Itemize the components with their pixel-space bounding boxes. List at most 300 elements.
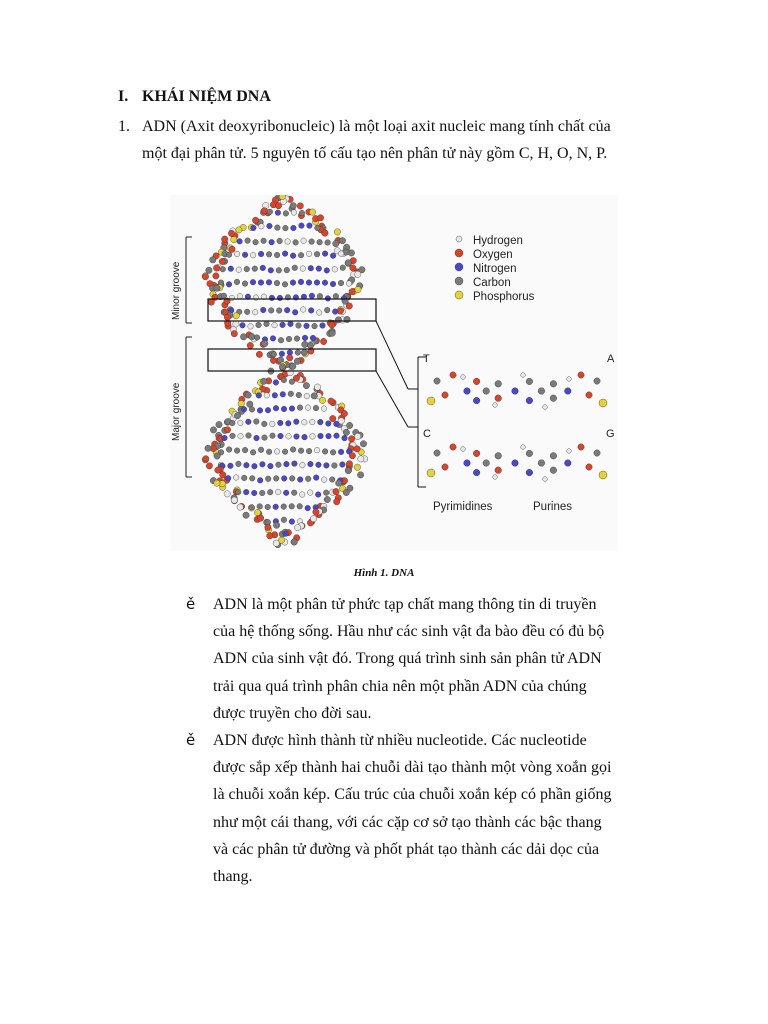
- pair-label-c: C: [423, 428, 431, 440]
- base-atom: [294, 336, 300, 342]
- minor-groove-bracket: [186, 237, 192, 323]
- backbone-atom: [238, 401, 244, 407]
- base-atom: [240, 323, 246, 329]
- molecule-atom: [538, 388, 545, 395]
- base-atom: [256, 322, 262, 328]
- hydrogen-atom: [461, 447, 466, 452]
- sugar-atom: [427, 397, 435, 405]
- base-atom: [244, 309, 250, 315]
- base-atom: [272, 322, 278, 328]
- base-atom: [220, 266, 226, 272]
- molecule-atom: [473, 378, 480, 385]
- base-atom: [284, 267, 290, 273]
- bullet-text: ADN là một phân tử phức tạp chất mang thông tin di truyền của hệ thống sống. Hầu như các sinh vật đa bào đều có đủ bộ ADN của sinh vật đó. Trong quá trình sinh sản phân tử ADN trải qua quá trình phân chia nên một phần ADN của chúng được truyền cho đời sau.: [213, 596, 605, 722]
- base-atom: [322, 280, 328, 286]
- base-atom: [234, 251, 240, 257]
- molecule-atom: [483, 388, 490, 395]
- backbone-atom: [216, 421, 222, 427]
- molecule-atom: [464, 460, 471, 467]
- backbone-atom: [291, 539, 297, 545]
- base-atom: [275, 489, 281, 495]
- base-atom: [242, 281, 248, 287]
- base-atom: [226, 282, 232, 288]
- backbone-atom: [350, 265, 356, 271]
- base-atom: [299, 210, 305, 216]
- base-atom: [302, 419, 308, 425]
- base-atom: [228, 463, 234, 469]
- legend-dot: [455, 263, 463, 271]
- backbone-atom: [354, 446, 360, 452]
- pair-label-g: G: [606, 428, 615, 440]
- base-atom: [324, 463, 330, 469]
- base-atom: [317, 293, 323, 299]
- base-atom: [264, 321, 270, 327]
- base-atom: [281, 517, 287, 523]
- backbone-atom: [240, 334, 246, 340]
- base-atom: [322, 449, 328, 455]
- base-atom: [269, 239, 275, 245]
- base-atom: [293, 240, 299, 246]
- base-atom: [309, 239, 315, 245]
- molecule-atom: [473, 469, 480, 476]
- base-atom: [300, 266, 306, 272]
- sugar-atom: [578, 372, 584, 378]
- base-atom: [241, 475, 247, 481]
- backbone-atom: [261, 208, 267, 214]
- base-atom: [249, 476, 255, 482]
- base-atom: [258, 280, 264, 286]
- molecule-atom: [526, 450, 533, 457]
- base-atom: [289, 406, 295, 412]
- base-atom: [260, 307, 266, 313]
- base-atom: [275, 210, 281, 216]
- base-atom: [305, 405, 311, 411]
- base-atom: [307, 490, 313, 496]
- base-atom: [324, 268, 330, 274]
- base-atom: [280, 392, 286, 398]
- legend-label-oxygen: Oxygen: [473, 249, 513, 261]
- sugar-atom: [599, 399, 607, 407]
- legend-dot: [456, 236, 462, 242]
- base-atom: [245, 238, 251, 244]
- base-atom: [330, 450, 336, 456]
- base-atom: [286, 421, 292, 427]
- base-atom: [340, 462, 346, 468]
- base-atom: [242, 252, 248, 258]
- base-atom: [296, 323, 302, 329]
- bullet-mark: ě: [186, 595, 196, 613]
- base-atom: [291, 210, 297, 216]
- base-atom: [267, 223, 273, 229]
- base-atom: [261, 238, 267, 244]
- backbone-atom: [333, 488, 339, 494]
- backbone-atom: [313, 509, 319, 515]
- base-atom: [238, 433, 244, 439]
- molecule-atom: [526, 469, 533, 476]
- molecule-atom: [495, 395, 502, 402]
- base-atom: [285, 239, 291, 245]
- backbone-atom: [294, 358, 300, 364]
- bullet-mark: ě: [186, 731, 196, 749]
- atom-legend: [455, 235, 535, 303]
- backbone-atom: [203, 456, 209, 462]
- base-atom: [310, 419, 316, 425]
- base-atom: [265, 504, 271, 510]
- base-atom: [330, 253, 336, 259]
- molecule-atom: [526, 397, 533, 404]
- backbone-atom: [343, 429, 349, 435]
- backbone-atom: [344, 316, 350, 322]
- backbone-atom: [231, 331, 237, 337]
- base-atom: [315, 492, 321, 498]
- base-atom: [300, 462, 306, 468]
- base-atom: [297, 405, 303, 411]
- backbone-atom: [279, 364, 285, 370]
- backbone-atom: [345, 260, 351, 266]
- molecule-atom: [495, 467, 502, 474]
- base-atom: [324, 307, 330, 313]
- base-atom: [252, 463, 258, 469]
- base-atom: [273, 504, 279, 510]
- base-atom: [314, 280, 320, 286]
- bullet-text: ADN được hình thành từ nhiều nucleotide. Các nucleotide được sắp xếp thành hai chuỗi dài tạo thành một vòng xoắn gọi là chuỗi xoắn kép. Cấu trúc của chuỗi xoắn kép có phần giống như một cái thang, với các cặp cơ sở tạo thành các bậc thang và các phân tử đường và phốt phát tạo thành các dải dọc của thang.: [213, 732, 612, 886]
- base-atom: [326, 433, 332, 439]
- base-atom: [304, 393, 310, 399]
- base-atom: [338, 280, 344, 286]
- base-atom: [321, 477, 327, 483]
- backbone-atom: [257, 515, 263, 521]
- base-atom: [246, 433, 252, 439]
- base-atom: [334, 421, 340, 427]
- base-atom: [262, 421, 268, 427]
- base-atom: [249, 505, 255, 511]
- base-atom: [253, 239, 259, 245]
- base-atom: [259, 490, 265, 496]
- base-atom: [290, 253, 296, 259]
- dna-figure: [170, 195, 618, 551]
- backbone-atom: [290, 203, 296, 209]
- base-atom: [278, 433, 284, 439]
- base-atom: [254, 419, 260, 425]
- base-atom: [277, 238, 283, 244]
- base-atom: [238, 420, 244, 426]
- base-atom: [254, 335, 260, 341]
- figure-caption: Hình 1. DNA: [353, 567, 415, 579]
- backbone-atom: [295, 525, 301, 531]
- hydrogen-atom: [543, 477, 548, 482]
- backbone-atom: [243, 512, 249, 518]
- base-atom: [226, 252, 232, 258]
- base-atom: [308, 308, 314, 314]
- base-atom: [281, 504, 287, 510]
- hydrogen-atom: [493, 475, 498, 480]
- base-atom: [316, 266, 322, 272]
- legend-dot: [455, 291, 463, 299]
- base-atom: [294, 419, 300, 425]
- backbone-atom: [202, 274, 208, 280]
- base-atom: [297, 504, 303, 510]
- backbone-atom: [339, 238, 345, 244]
- backbone-atom: [208, 299, 214, 305]
- backbone-atom: [249, 333, 255, 339]
- backbone-atom: [309, 209, 315, 215]
- base-atom: [312, 323, 318, 329]
- base-atom: [265, 407, 271, 413]
- backbone-atom: [261, 378, 267, 384]
- hydrogen-atom: [521, 445, 526, 450]
- backbone-atom: [330, 415, 336, 421]
- base-atom: [301, 238, 307, 244]
- base-atom: [283, 211, 289, 217]
- base-atom: [242, 447, 248, 453]
- backbone-atom: [287, 355, 293, 361]
- item-number: 1.: [118, 118, 130, 135]
- base-atom: [234, 279, 240, 285]
- molecule-atom: [512, 388, 519, 395]
- base-atom: [274, 449, 280, 455]
- base-atom: [325, 240, 331, 246]
- item-text: ADN (Axit deoxyribonucleic) là một loại axit nucleic mang tính chất của một đại phân tử. 5 nguyên tố cấu tạo nên phân tử này gồm C, H, O, N, P.: [142, 118, 611, 162]
- base-atom: [268, 268, 274, 274]
- base-atom: [306, 448, 312, 454]
- backbone-atom: [262, 340, 268, 346]
- base-atom: [262, 435, 268, 441]
- base-atom: [310, 335, 316, 341]
- bullet-item-1: [186, 591, 616, 727]
- base-atom: [236, 461, 242, 467]
- molecule-atom: [550, 453, 557, 460]
- base-atom: [299, 492, 305, 498]
- backbone-atom: [237, 504, 243, 510]
- pair-label-a: A: [607, 353, 615, 365]
- numbered-item-1: [118, 113, 618, 167]
- base-atom: [304, 323, 310, 329]
- base-atom: [254, 435, 260, 441]
- base-atom: [257, 504, 263, 510]
- base-atom: [332, 463, 338, 469]
- base-atom: [267, 209, 273, 215]
- backbone-atom: [317, 215, 323, 221]
- base-atom: [332, 309, 338, 315]
- minor-groove-label: Minor groove: [171, 261, 182, 320]
- base-atom: [241, 406, 247, 412]
- backbone-atom: [290, 363, 296, 369]
- base-atom: [250, 279, 256, 285]
- base-atom: [237, 239, 243, 245]
- base-atom: [258, 251, 264, 257]
- backbone-atom: [224, 314, 230, 320]
- base-atom: [244, 266, 250, 272]
- sugar-atom: [586, 392, 592, 398]
- base-atom: [313, 405, 319, 411]
- base-atom: [260, 462, 266, 468]
- base-atom: [288, 321, 294, 327]
- base-atom: [278, 337, 284, 343]
- backbone-atom: [336, 480, 342, 486]
- backbone-atom: [297, 203, 303, 209]
- major-groove-bracket: [186, 337, 192, 477]
- base-atom: [316, 310, 322, 316]
- base-atom: [302, 335, 308, 341]
- backbone-atom: [214, 480, 220, 486]
- base-atom: [305, 476, 311, 482]
- base-atom: [326, 421, 332, 427]
- base-atom: [290, 447, 296, 453]
- backbone-atom: [349, 453, 355, 459]
- sugar-atom: [434, 378, 440, 384]
- backbone-atom: [360, 441, 366, 447]
- base-atom: [298, 252, 304, 258]
- base-atom: [282, 282, 288, 288]
- backbone-atom: [247, 342, 253, 348]
- base-atom: [268, 463, 274, 469]
- backbone-atom: [328, 398, 334, 404]
- backbone-atom: [222, 236, 228, 242]
- backbone-atom: [219, 258, 225, 264]
- base-atom: [292, 461, 298, 467]
- base-atom: [302, 434, 308, 440]
- backbone-atom: [319, 397, 325, 403]
- backbone-atom: [358, 456, 364, 462]
- backbone-atom: [270, 357, 276, 363]
- base-atom: [268, 308, 274, 314]
- base-atom: [289, 379, 295, 385]
- backbone-atom: [334, 499, 340, 505]
- base-atom: [297, 477, 303, 483]
- base-atom: [338, 449, 344, 455]
- molecule-atom: [473, 450, 480, 457]
- backbone-atom: [214, 453, 220, 459]
- molecule-atom: [538, 460, 545, 467]
- base-atom: [251, 225, 257, 231]
- base-atom: [258, 447, 264, 453]
- base-atom: [283, 531, 289, 537]
- backbone-atom: [231, 497, 237, 503]
- base-atom: [317, 239, 323, 245]
- base-atom: [279, 351, 285, 357]
- base-atom: [284, 307, 290, 313]
- base-atom: [338, 251, 344, 257]
- base-atom: [233, 475, 239, 481]
- sugar-atom: [450, 372, 456, 378]
- base-atom: [289, 519, 295, 525]
- base-atom: [330, 281, 336, 287]
- base-atom: [270, 421, 276, 427]
- section-title: KHÁI NIỆM DNA: [142, 88, 271, 105]
- backbone-atom: [252, 217, 258, 223]
- backbone-atom: [348, 436, 354, 442]
- base-atom: [252, 266, 258, 272]
- legend-dot: [455, 249, 463, 257]
- base-atom: [264, 393, 270, 399]
- molecule-atom: [565, 460, 572, 467]
- backbone-atom: [346, 461, 352, 467]
- backbone-atom: [355, 286, 361, 292]
- base-atom: [281, 476, 287, 482]
- base-atom: [250, 252, 256, 258]
- base-atom: [308, 461, 314, 467]
- base-atom: [284, 461, 290, 467]
- base-atom: [314, 251, 320, 257]
- base-atom: [235, 489, 241, 495]
- base-atom: [271, 352, 277, 358]
- base-atom: [306, 251, 312, 257]
- backbone-atom: [224, 491, 230, 497]
- base-atom: [282, 251, 288, 257]
- base-atom: [236, 267, 242, 273]
- base-atom: [283, 225, 289, 231]
- backbone-atom: [355, 271, 361, 277]
- backbone-atom: [213, 273, 219, 279]
- backbone-atom: [349, 289, 355, 295]
- base-atom: [298, 279, 304, 285]
- sugar-atom: [594, 378, 600, 384]
- base-atom: [275, 225, 281, 231]
- base-atom: [277, 295, 283, 301]
- backbone-atom: [279, 195, 285, 200]
- backbone-atom: [206, 267, 212, 273]
- backbone-atom: [256, 351, 262, 357]
- backbone-atom: [345, 468, 351, 474]
- base-atom: [276, 268, 282, 274]
- dna-illustration: [170, 195, 618, 551]
- base-atom: [230, 433, 236, 439]
- base-atom: [307, 223, 313, 229]
- base-atom: [257, 408, 263, 414]
- base-atom: [321, 406, 327, 412]
- sugar-atom: [599, 471, 607, 479]
- base-atom: [269, 295, 275, 301]
- base-atom: [333, 293, 339, 299]
- base-atom: [310, 434, 316, 440]
- backbone-atom: [229, 246, 235, 252]
- base-atom: [295, 350, 301, 356]
- base-atom: [291, 490, 297, 496]
- sugar-atom: [586, 464, 592, 470]
- base-atom: [281, 377, 287, 383]
- backbone-atom: [341, 410, 347, 416]
- base-atom: [340, 265, 346, 271]
- base-atom: [286, 336, 292, 342]
- base-atom: [259, 224, 265, 230]
- base-atom: [270, 336, 276, 342]
- base-atom: [296, 392, 302, 398]
- legend-dot: [455, 277, 463, 285]
- base-atom: [342, 435, 348, 441]
- sugar-atom: [594, 450, 600, 456]
- bullet-item-2: [186, 727, 616, 890]
- base-atom: [308, 265, 314, 271]
- sugar-atom: [442, 464, 448, 470]
- backbone-atom: [245, 392, 251, 398]
- base-atom: [313, 475, 319, 481]
- base-atom: [260, 265, 266, 271]
- base-atom: [226, 447, 232, 453]
- backbone-atom: [273, 540, 279, 546]
- backbone-atom: [354, 464, 360, 470]
- molecule-atom: [495, 453, 502, 460]
- base-atom: [323, 490, 329, 496]
- base-atom: [267, 489, 273, 495]
- backbone-atom: [273, 522, 279, 528]
- base-atom: [276, 308, 282, 314]
- base-atom: [252, 309, 258, 315]
- base-atom: [316, 462, 322, 468]
- backbone-atom: [343, 489, 349, 495]
- base-atom: [334, 433, 340, 439]
- sugar-atom: [427, 469, 435, 477]
- backbone-atom: [311, 393, 317, 399]
